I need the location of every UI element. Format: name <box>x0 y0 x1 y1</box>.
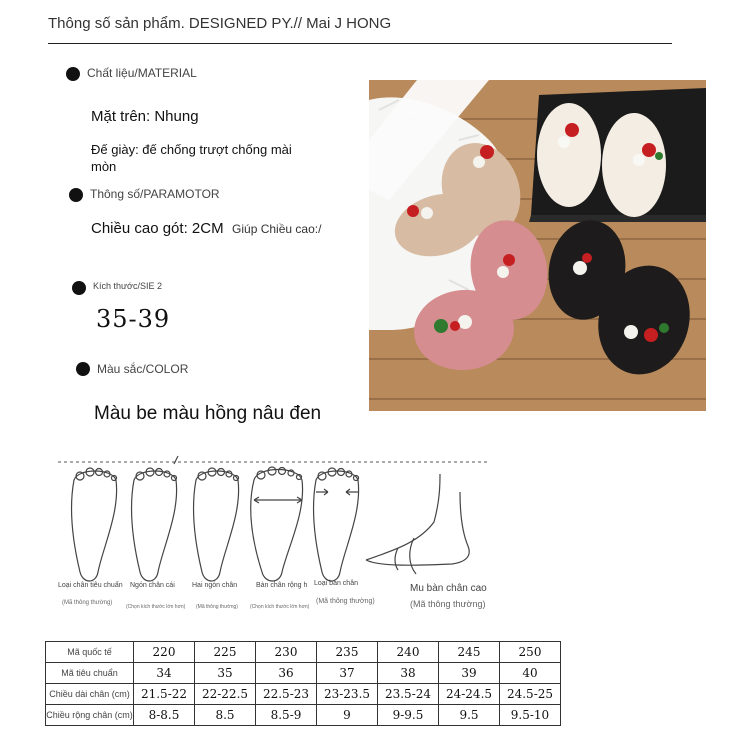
table-cell: 9.5 <box>439 705 500 726</box>
material-label: Chất liệu/MATERIAL <box>87 66 197 80</box>
table-row <box>46 642 561 663</box>
params-line <box>91 220 321 238</box>
table-row <box>46 705 561 726</box>
table-cell: 24.5-25 <box>500 684 561 705</box>
table-row <box>46 684 561 705</box>
foot-sub: (Mã thông thường) <box>62 600 113 606</box>
foot-label: Bàn chân rộng h <box>256 582 308 589</box>
table-cell: 37 <box>317 663 378 684</box>
product-photo <box>369 80 706 411</box>
table-cell: 35 <box>195 663 256 684</box>
table-row <box>46 663 561 684</box>
table-cell: 230 <box>256 642 317 663</box>
table-cell: 22.5-23 <box>256 684 317 705</box>
material-upper: Mặt trên: Nhung <box>91 108 199 125</box>
table-cell: 250 <box>500 642 561 663</box>
size-label: Kích thước/SIE 2 <box>93 281 162 291</box>
size-range: 35-39 <box>96 305 171 333</box>
foot-sub: (Mã thông thường) <box>410 599 486 609</box>
table-cell: 220 <box>134 642 195 663</box>
foot-label: Loại chân tiêu chuẩn <box>58 582 123 589</box>
table-cell: 8.5 <box>195 705 256 726</box>
size-table <box>45 641 561 726</box>
foot-label: Ngón chân cái <box>130 582 175 589</box>
row-header: Chiều dài chân (cm) <box>46 684 134 705</box>
table-cell: 38 <box>378 663 439 684</box>
material-sole: Đế giày: đế chống trượt chống mài mòn <box>91 142 292 174</box>
page-title: Thông số sản phẩm. DESIGNED PY.// Mai J HONG <box>48 15 392 32</box>
bullet-dot <box>69 188 83 202</box>
row-header: Mã tiêu chuẩn <box>46 663 134 684</box>
table-cell: 36 <box>256 663 317 684</box>
table-cell: 245 <box>439 642 500 663</box>
params-label: Thông số/PARAMOTOR <box>90 187 220 201</box>
header-divider <box>48 43 672 44</box>
table-cell: 22-22.5 <box>195 684 256 705</box>
table-cell: 240 <box>378 642 439 663</box>
foot-sub: (Mã thông thường) <box>196 604 238 610</box>
table-cell: 21.5-22 <box>134 684 195 705</box>
color-label: Màu sắc/COLOR <box>97 362 189 376</box>
table-cell: 24-24.5 <box>439 684 500 705</box>
table-cell: 235 <box>317 642 378 663</box>
foot-type-diagram <box>48 452 498 617</box>
foot-sub: (Mã thông thường) <box>316 598 375 605</box>
table-cell: 9.5-10 <box>500 705 561 726</box>
table-cell: 23.5-24 <box>378 684 439 705</box>
table-cell: 39 <box>439 663 500 684</box>
table-cell: 225 <box>195 642 256 663</box>
foot-label: Mu bàn chân cao <box>410 583 487 594</box>
row-header: Chiều rộng chân (cm) <box>46 705 134 726</box>
height-help: Giúp Chiều cao:/ <box>232 222 322 236</box>
foot-label: Loại bàn chân <box>314 580 358 587</box>
table-cell: 34 <box>134 663 195 684</box>
table-cell: 23-23.5 <box>317 684 378 705</box>
heel-height: Chiều cao gót: 2CM <box>91 220 224 237</box>
bullet-dot <box>76 362 90 376</box>
foot-sub: (Chọn kích thước lớn hơn) <box>250 604 310 610</box>
foot-sub: (Chọn kích thước lớn hơn) <box>126 604 186 610</box>
bullet-dot <box>66 67 80 81</box>
table-cell: 9-9.5 <box>378 705 439 726</box>
table-cell: 8-8.5 <box>134 705 195 726</box>
table-cell: 8.5-9 <box>256 705 317 726</box>
foot-label: Hai ngón chân <box>192 582 238 589</box>
color-values: Màu be màu hồng nâu đen <box>94 403 322 424</box>
row-header: Mã quốc tế <box>46 642 134 663</box>
product-photo-art <box>369 80 706 411</box>
table-cell: 9 <box>317 705 378 726</box>
table-cell: 40 <box>500 663 561 684</box>
bullet-dot <box>72 281 86 295</box>
